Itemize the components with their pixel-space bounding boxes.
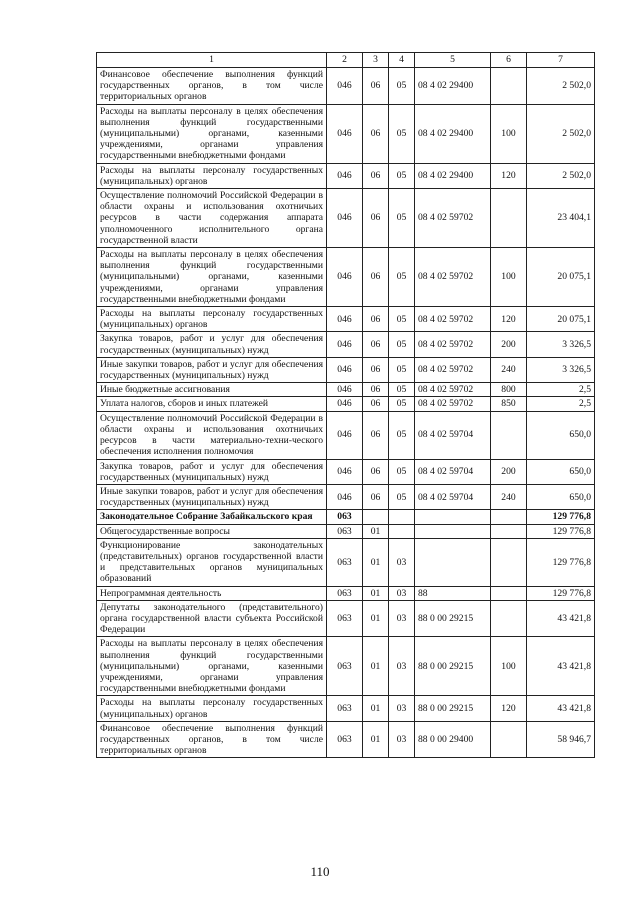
row-name-cell: Иные закупки товаров, работ и услуг для обеспечения государственных (муниципальных) нужд bbox=[97, 357, 327, 382]
subsection-cell: 03 bbox=[389, 600, 415, 637]
amount-cell: 650,0 bbox=[527, 411, 595, 459]
section-cell: 06 bbox=[363, 307, 389, 332]
gov-code-cell: 046 bbox=[327, 357, 363, 382]
section-cell: 06 bbox=[363, 248, 389, 307]
table-row bbox=[97, 189, 595, 248]
table-row bbox=[97, 484, 595, 509]
subsection-cell: 03 bbox=[389, 586, 415, 600]
section-cell: 01 bbox=[363, 586, 389, 600]
target-article-cell: 88 0 00 29400 bbox=[415, 721, 491, 758]
table-header-row bbox=[97, 53, 595, 68]
target-article-cell bbox=[415, 538, 491, 586]
section-cell: 06 bbox=[363, 411, 389, 459]
table-row bbox=[97, 538, 595, 586]
expense-type-cell bbox=[491, 524, 527, 538]
expense-type-cell: 200 bbox=[491, 332, 527, 357]
gov-code-cell: 046 bbox=[327, 163, 363, 188]
row-name-cell: Общегосударственные вопросы bbox=[97, 524, 327, 538]
gov-code-cell: 046 bbox=[327, 459, 363, 484]
target-article-cell: 08 4 02 59702 bbox=[415, 248, 491, 307]
row-name-cell: Расходы на выплаты персоналу в целях обеспечения выполнения функций государственными (муниципальными) органами, казенными учреждениями, органами управления государственными внебюджетными фондами bbox=[97, 637, 327, 696]
row-name-cell: Осуществление полномочий Российской Федерации в области охраны и использования охотничьих ресурсов в части содержания аппарата уполномоченного исполнительного органа государственной власти bbox=[97, 189, 327, 248]
subsection-cell: 05 bbox=[389, 357, 415, 382]
target-article-cell: 08 4 02 59702 bbox=[415, 357, 491, 382]
subsection-cell: 03 bbox=[389, 721, 415, 758]
header-col-6: 6 bbox=[491, 53, 527, 68]
expense-type-cell bbox=[491, 600, 527, 637]
gov-code-cell: 046 bbox=[327, 411, 363, 459]
gov-code-cell: 063 bbox=[327, 524, 363, 538]
row-name-cell: Законодательное Собрание Забайкальского края bbox=[97, 510, 327, 524]
table-row bbox=[97, 459, 595, 484]
amount-cell: 2 502,0 bbox=[527, 163, 595, 188]
row-name-cell: Уплата налогов, сборов и иных платежей bbox=[97, 397, 327, 411]
table-row bbox=[97, 307, 595, 332]
expense-type-cell: 240 bbox=[491, 484, 527, 509]
section-cell: 06 bbox=[363, 189, 389, 248]
page-number: 110 bbox=[310, 864, 330, 879]
gov-code-cell: 046 bbox=[327, 332, 363, 357]
gov-code-cell: 063 bbox=[327, 721, 363, 758]
expense-type-cell bbox=[491, 189, 527, 248]
target-article-cell: 88 bbox=[415, 586, 491, 600]
subsection-cell: 05 bbox=[389, 189, 415, 248]
subsection-cell: 05 bbox=[389, 248, 415, 307]
subsection-cell: 05 bbox=[389, 307, 415, 332]
target-article-cell: 08 4 02 59702 bbox=[415, 307, 491, 332]
subsection-cell: 05 bbox=[389, 459, 415, 484]
target-article-cell: 08 4 02 59704 bbox=[415, 459, 491, 484]
row-name-cell: Расходы на выплаты персоналу государственных (муниципальных) органов bbox=[97, 163, 327, 188]
row-name-cell: Расходы на выплаты персоналу в целях обеспечения выполнения функций государственными (муниципальными) органами, казенными учреждениями, органами управления государственными внебюджетными фондами bbox=[97, 104, 327, 163]
subsection-cell: 03 bbox=[389, 696, 415, 721]
amount-cell: 2 502,0 bbox=[527, 104, 595, 163]
row-name-cell: Иные бюджетные ассигнования bbox=[97, 383, 327, 397]
amount-cell: 3 326,5 bbox=[527, 332, 595, 357]
subsection-cell: 05 bbox=[389, 68, 415, 105]
table-row bbox=[97, 721, 595, 758]
section-cell: 06 bbox=[363, 484, 389, 509]
table-row bbox=[97, 510, 595, 524]
subsection-cell bbox=[389, 510, 415, 524]
expense-type-cell bbox=[491, 411, 527, 459]
target-article-cell: 08 4 02 59702 bbox=[415, 332, 491, 357]
row-name-cell: Закупка товаров, работ и услуг для обеспечения государственных (муниципальных) нужд bbox=[97, 332, 327, 357]
gov-code-cell: 046 bbox=[327, 484, 363, 509]
amount-cell: 43 421,8 bbox=[527, 600, 595, 637]
amount-cell: 129 776,8 bbox=[527, 524, 595, 538]
amount-cell: 3 326,5 bbox=[527, 357, 595, 382]
amount-cell: 129 776,8 bbox=[527, 538, 595, 586]
table-row bbox=[97, 357, 595, 382]
row-name-cell: Расходы на выплаты персоналу в целях обеспечения выполнения функций государственными (муниципальными) органами, казенными учреждениями, органами управления государственными внебюджетными фондами bbox=[97, 248, 327, 307]
row-name-cell: Иные закупки товаров, работ и услуг для обеспечения государственных (муниципальных) нужд bbox=[97, 484, 327, 509]
gov-code-cell: 046 bbox=[327, 68, 363, 105]
amount-cell: 650,0 bbox=[527, 484, 595, 509]
section-cell: 06 bbox=[363, 459, 389, 484]
table-row bbox=[97, 163, 595, 188]
gov-code-cell: 046 bbox=[327, 248, 363, 307]
row-name-cell: Осуществление полномочий Российской Федерации в области охраны и использования охотничьих ресурсов в части материально-техни-ческого обеспечения исполнения полномочия bbox=[97, 411, 327, 459]
target-article-cell: 08 4 02 59702 bbox=[415, 397, 491, 411]
expense-type-cell: 120 bbox=[491, 163, 527, 188]
row-name-cell: Закупка товаров, работ и услуг для обеспечения государственных (муниципальных) нужд bbox=[97, 459, 327, 484]
gov-code-cell: 046 bbox=[327, 307, 363, 332]
subsection-cell: 05 bbox=[389, 383, 415, 397]
section-cell: 06 bbox=[363, 332, 389, 357]
target-article-cell: 08 4 02 59704 bbox=[415, 484, 491, 509]
amount-cell: 650,0 bbox=[527, 459, 595, 484]
section-cell bbox=[363, 510, 389, 524]
amount-cell: 129 776,8 bbox=[527, 586, 595, 600]
section-cell: 06 bbox=[363, 397, 389, 411]
section-cell: 06 bbox=[363, 104, 389, 163]
expense-type-cell bbox=[491, 68, 527, 105]
gov-code-cell: 046 bbox=[327, 104, 363, 163]
expense-type-cell: 100 bbox=[491, 248, 527, 307]
section-cell: 06 bbox=[363, 68, 389, 105]
gov-code-cell: 046 bbox=[327, 383, 363, 397]
target-article-cell bbox=[415, 524, 491, 538]
section-cell: 01 bbox=[363, 721, 389, 758]
table-row bbox=[97, 104, 595, 163]
subsection-cell: 05 bbox=[389, 411, 415, 459]
gov-code-cell: 063 bbox=[327, 538, 363, 586]
gov-code-cell: 063 bbox=[327, 600, 363, 637]
expense-type-cell: 120 bbox=[491, 696, 527, 721]
table-row bbox=[97, 411, 595, 459]
expense-type-cell bbox=[491, 721, 527, 758]
expense-type-cell: 100 bbox=[491, 104, 527, 163]
amount-cell: 23 404,1 bbox=[527, 189, 595, 248]
row-name-cell: Финансовое обеспечение выполнения функций государственных органов, в том числе территориальных органов bbox=[97, 721, 327, 758]
target-article-cell: 88 0 00 29215 bbox=[415, 637, 491, 696]
table-row bbox=[97, 383, 595, 397]
section-cell: 06 bbox=[363, 383, 389, 397]
row-name-cell: Расходы на выплаты персоналу государственных (муниципальных) органов bbox=[97, 307, 327, 332]
subsection-cell: 05 bbox=[389, 104, 415, 163]
table-row bbox=[97, 332, 595, 357]
row-name-cell: Функционирование законодательных (представительных) органов государственной власти и представительных органов муниципальных образований bbox=[97, 538, 327, 586]
target-article-cell bbox=[415, 510, 491, 524]
section-cell: 06 bbox=[363, 357, 389, 382]
header-col-5: 5 bbox=[415, 53, 491, 68]
expense-type-cell bbox=[491, 538, 527, 586]
table-body bbox=[97, 68, 595, 758]
table-row bbox=[97, 696, 595, 721]
expense-type-cell: 240 bbox=[491, 357, 527, 382]
amount-cell: 58 946,7 bbox=[527, 721, 595, 758]
expense-type-cell: 100 bbox=[491, 637, 527, 696]
target-article-cell: 08 4 02 29400 bbox=[415, 163, 491, 188]
section-cell: 06 bbox=[363, 163, 389, 188]
table-row bbox=[97, 68, 595, 105]
target-article-cell: 08 4 02 29400 bbox=[415, 104, 491, 163]
gov-code-cell: 046 bbox=[327, 397, 363, 411]
subsection-cell: 05 bbox=[389, 484, 415, 509]
section-cell: 01 bbox=[363, 524, 389, 538]
target-article-cell: 88 0 00 29215 bbox=[415, 600, 491, 637]
table-row bbox=[97, 637, 595, 696]
subsection-cell bbox=[389, 524, 415, 538]
table-row bbox=[97, 397, 595, 411]
amount-cell: 20 075,1 bbox=[527, 307, 595, 332]
expense-type-cell: 120 bbox=[491, 307, 527, 332]
budget-table bbox=[96, 52, 595, 758]
gov-code-cell: 063 bbox=[327, 696, 363, 721]
row-name-cell: Депутаты законодательного (представительного) органа государственной власти субъекта Российской Федерации bbox=[97, 600, 327, 637]
target-article-cell: 08 4 02 59702 bbox=[415, 383, 491, 397]
table-row bbox=[97, 586, 595, 600]
section-cell: 01 bbox=[363, 637, 389, 696]
header-col-7: 7 bbox=[527, 53, 595, 68]
expense-type-cell: 800 bbox=[491, 383, 527, 397]
header-col-2: 2 bbox=[327, 53, 363, 68]
amount-cell: 43 421,8 bbox=[527, 696, 595, 721]
gov-code-cell: 063 bbox=[327, 637, 363, 696]
header-col-3: 3 bbox=[363, 53, 389, 68]
subsection-cell: 05 bbox=[389, 397, 415, 411]
row-name-cell: Расходы на выплаты персоналу государственных (муниципальных) органов bbox=[97, 696, 327, 721]
expense-type-cell: 200 bbox=[491, 459, 527, 484]
section-cell: 01 bbox=[363, 696, 389, 721]
amount-cell: 43 421,8 bbox=[527, 637, 595, 696]
header-col-1: 1 bbox=[97, 53, 327, 68]
row-name-cell: Непрограммная деятельность bbox=[97, 586, 327, 600]
subsection-cell: 05 bbox=[389, 163, 415, 188]
expense-type-cell: 850 bbox=[491, 397, 527, 411]
table-row bbox=[97, 248, 595, 307]
row-name-cell: Финансовое обеспечение выполнения функций государственных органов, в том числе территориальных органов bbox=[97, 68, 327, 105]
table-row bbox=[97, 600, 595, 637]
gov-code-cell: 063 bbox=[327, 586, 363, 600]
header-col-4: 4 bbox=[389, 53, 415, 68]
subsection-cell: 05 bbox=[389, 332, 415, 357]
target-article-cell: 08 4 02 29400 bbox=[415, 68, 491, 105]
amount-cell: 2 502,0 bbox=[527, 68, 595, 105]
expense-type-cell bbox=[491, 586, 527, 600]
subsection-cell: 03 bbox=[389, 637, 415, 696]
section-cell: 01 bbox=[363, 538, 389, 586]
table-row bbox=[97, 524, 595, 538]
gov-code-cell: 046 bbox=[327, 189, 363, 248]
amount-cell: 20 075,1 bbox=[527, 248, 595, 307]
amount-cell: 2,5 bbox=[527, 397, 595, 411]
target-article-cell: 08 4 02 59704 bbox=[415, 411, 491, 459]
section-cell: 01 bbox=[363, 600, 389, 637]
target-article-cell: 08 4 02 59702 bbox=[415, 189, 491, 248]
subsection-cell: 03 bbox=[389, 538, 415, 586]
gov-code-cell: 063 bbox=[327, 510, 363, 524]
amount-cell: 129 776,8 bbox=[527, 510, 595, 524]
target-article-cell: 88 0 00 29215 bbox=[415, 696, 491, 721]
expense-type-cell bbox=[491, 510, 527, 524]
amount-cell: 2,5 bbox=[527, 383, 595, 397]
